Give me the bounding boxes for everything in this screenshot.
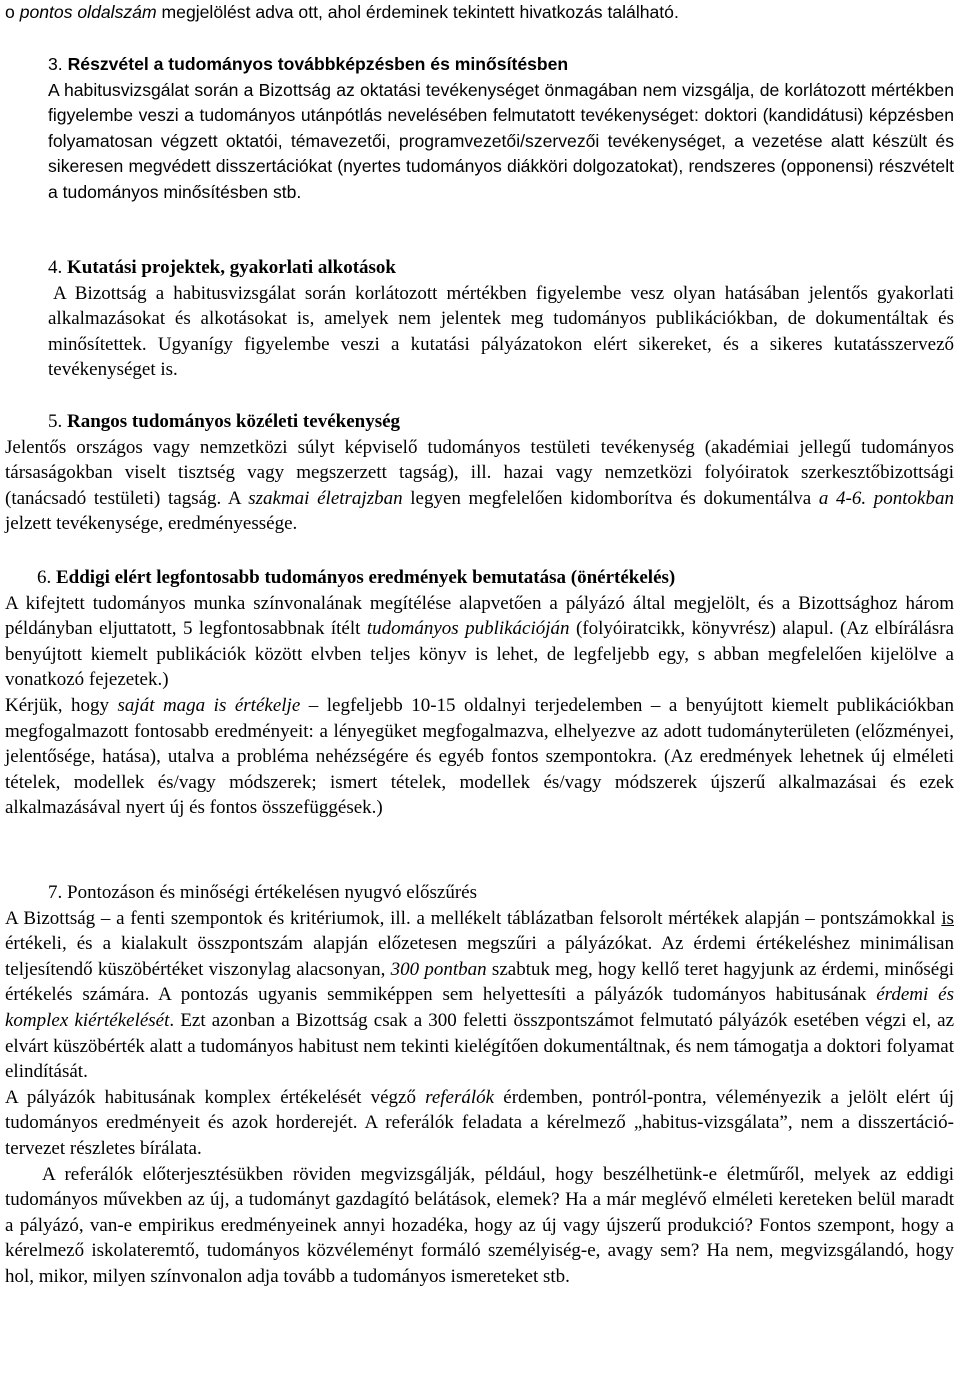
section-title: Eddigi elért legfontosabb tudományos eredmények bemutatása (önértékelés) — [51, 567, 676, 588]
section-number: 3. — [48, 54, 63, 74]
italic-term: érdemi és komplex kiértékelését — [5, 984, 954, 1031]
section-3 — [48, 52, 954, 206]
section-7 — [5, 880, 954, 1290]
section-6-para-1 — [5, 591, 954, 693]
section-6-heading — [5, 565, 954, 591]
section-4-heading — [48, 255, 954, 281]
section-6 — [5, 565, 954, 821]
section-3-heading — [48, 52, 954, 78]
body-text: legyen megfelelően kidomborítva és dokumentálva — [402, 487, 819, 509]
section-6-para-2 — [5, 693, 954, 821]
section-5 — [5, 409, 954, 537]
italic-term: pontos oldalszám — [19, 2, 157, 22]
section-title: Rangos tudományos közéleti tevékenység — [62, 411, 401, 432]
italic-term: a 4-6. pontokban — [818, 487, 954, 509]
body-text: Kérjük, hogy — [5, 694, 118, 716]
section-4 — [48, 255, 954, 383]
body-text: – legfeljebb 10-15 oldalnyi terjedelemben – a benyújtott kiemelt publikációkban megfogalmazott fontosabb eredményeit: a lényegüket megfogalmazva, elhelyezve az adott tudományterületen (előzményei, jelentősége, hatása), utalva a probléma nehézségére és egyéb fontos szempontokra. (Az eredmények lehetnek új elméleti tételek, modellek és/vagy módszerek; ismert tételek, modellek és/vagy módszerek újszerű alkalmazásai és ezek alkalmazásával nyert új és fontos összefüggések.) — [5, 694, 954, 819]
body-text: . Ezt azonban a Bizottság csak a 300 feletti összpontszámot felmutató pályázók esetében végzi el, az elvárt küszöbérték alatt a tudományos habitust nem tekinti kielégítően dokumentáltnak, és nem támogatja a doktori folyamat elindítását. — [5, 1009, 955, 1083]
body-text: érdemben, pontról-pontra, véleményezik a jelölt elért új tudományos eredményeit és azok horderejét. A referálók feladata a kérelmező „habitus-vizsgálata”, nem a disszertáció-tervezet részletes bírálata. — [5, 1086, 954, 1159]
underlined-term: is — [941, 907, 954, 929]
section-4-body: A Bizottság a habitusvizsgálat során korlátozott mértékben figyelembe vesz olyan hatásában jelentős gyakorlati alkalmazásokat és alkotásokat is, amelyek nem jelentek meg tudományos publikációkban, de dokumentáltak és minősítettek. Ugyanígy figyelembe veszi a kutatási pályázatokon elért sikereket, és a sikeres kutatásszervező tevékenységet is. — [48, 282, 954, 381]
section-7-heading: 7. Pontozáson és minőségi értékelésen nyugvó előszűrés — [48, 882, 477, 903]
italic-term: tudományos publikációján — [366, 618, 570, 640]
body-text: A kifejtett tudományos munka színvonalának megítélése alapvetően a pályázó által megjelölt, és a Bizottsághoz három példányban eljuttatott, 5 legfontosabbnak ítélt — [5, 592, 954, 640]
section-title: Részvétel a tudományos továbbképzésben és minősítésben — [62, 54, 569, 74]
section-7-para-3: A referálók előterjesztésükben röviden megvizsgálják, például, hogy beszélhetünk-e életműről, melyek az eddigi tudományos művekben az új, a tudományt gazdagító belátások, elemek? Ha a már meglévő elméleti kereteken belül maradt a pályázó, van-e empirikus eredményeinek annyi hozadéka, hogy az új vagy újszerű produkció? Fontos szempont, hogy a kérelmező iskolateremtő, tudományos közvéleményt formáló személyiség-e, avagy sem? Ha nem, megvizsgálandó, hogy hol, mikor, milyen színvonalon adja tovább a tudományos ismereteket stb. — [5, 1163, 954, 1287]
italic-term: szakmai életrajzban — [248, 487, 403, 509]
body-text: szabtuk meg, hogy kellő teret hagyjunk az érdemi, minőségi értékelés számára. A pontozás ugyanis semmiképpen sem helyettesíti a pályázók tudományos habitusának — [5, 958, 954, 1006]
section-5-body — [5, 435, 954, 537]
section-3-body: A habitusvizsgálat során a Bizottság az oktatási tevékenységet önmagában nem vizsgálja, de korlátozott mértékben figyelembe veszi a tudományos utánpótlás nevelésében felmutatott tevékenységet: doktori (kandidátusi) képzésben folyamatosan végzett oktatói, témavezetői, programvezetői/szervezői tevékenységet, a vezetése alatt készült és sikeresen megvédett disszertációkat (nyertes tudományos diákköri dolgozatokat), rendszeres (opponensi) részvételt a tudományos minősítésben stb. — [48, 79, 954, 202]
body-text: Jelentős országos vagy nemzetközi súlyt képviselő tudományos testületi tevékenység (akadémiai jellegű tudományos társaságokban viselt tisztség vagy megszerzett tagság), ill. hazai vagy nemzetközi folyóiratok szerkesztőbizottsági (tanácsadó testületi) tagság. A — [5, 436, 954, 509]
section-number: 5. — [48, 411, 63, 432]
body-text: A pályázók habitusának komplex értékelését végző — [5, 1086, 426, 1108]
bullet-text: megjelölést adva ott, ahol érdeminek tekintett hivatkozás található. — [156, 2, 679, 22]
section-7-para-2 — [5, 1085, 954, 1162]
section-number: 6. — [37, 567, 52, 588]
italic-term: referálók — [425, 1086, 495, 1108]
top-bullet-line — [5, 0, 954, 26]
section-number: 4. — [48, 257, 63, 278]
italic-term: 300 pontban — [390, 958, 487, 980]
bullet-marker: o — [5, 2, 20, 22]
italic-term: saját maga is értékelje — [117, 694, 301, 716]
body-text: jelzett tevékenysége, eredményessége. — [5, 513, 298, 535]
section-7-para-1 — [5, 906, 954, 1085]
body-text: értékeli, és a kialakult összpontszám alapján előzetesen megszűri a pályázókat. Az érdemi értékeléshez minimálisan teljesítendő küszöbértéket viszonylag alacsonyan, — [5, 933, 954, 980]
section-title: Kutatási projektek, gyakorlati alkotások — [62, 257, 397, 278]
section-5-heading — [5, 409, 954, 435]
body-text: A Bizottság – a fenti szempontok és kritériumok, ill. a mellékelt táblázatban felsorolt mértékek alapján – pontszámokkal — [5, 907, 942, 929]
body-text: (folyóiratcikk, könyvrész) alapul. (Az elbírálásra benyújtott kiemelt publikációk között elvben teljes könyv is lehet, de legfeljebb egy, s abban megfelelően kijelölve a vonatkozó fejezetek.) — [5, 618, 954, 691]
